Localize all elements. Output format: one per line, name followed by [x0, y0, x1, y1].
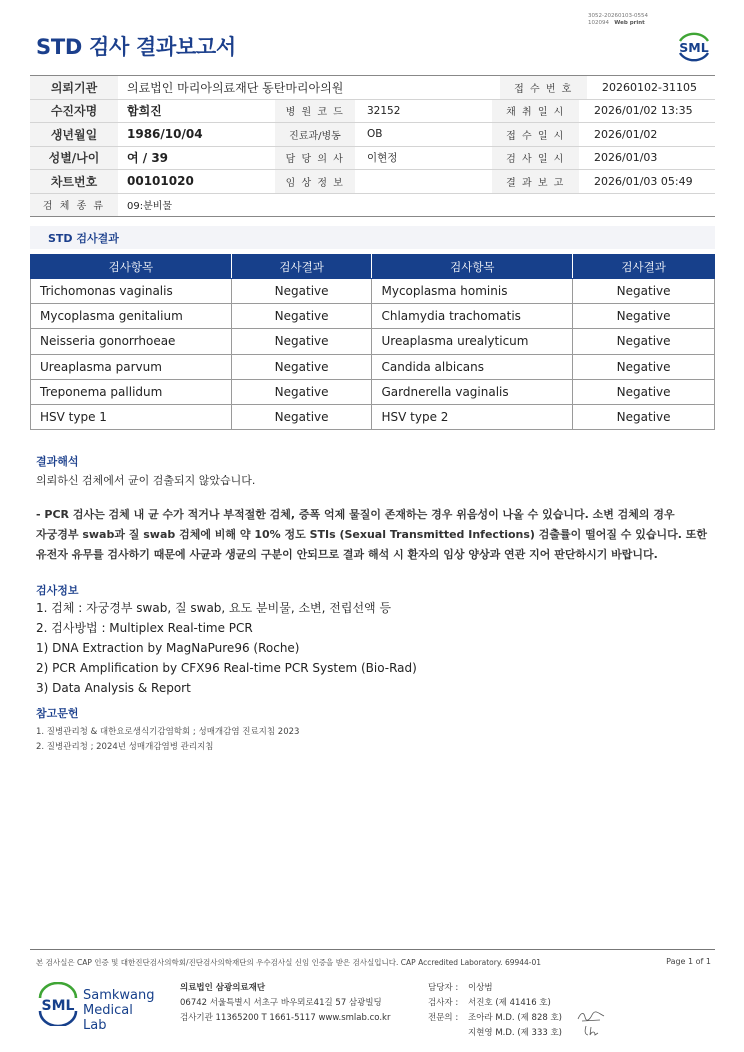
references-list [36, 725, 299, 755]
report-date-label: 결 과 보 고 [492, 170, 579, 193]
test-item: Neisseria gonorrhoeae [31, 329, 232, 354]
sex-age-label: 성별/나이 [30, 147, 118, 170]
table-row [31, 329, 715, 354]
org-address: 06742 서울특별시 서초구 바우뫼로41길 57 삼광빌딩 [180, 998, 382, 1008]
doctor-label: 담 당 의 사 [275, 147, 355, 170]
staff-label [428, 1026, 468, 1041]
doctor-value: 이현정 [367, 152, 398, 165]
test-result: Negative [231, 304, 372, 329]
receipt-date-label: 접 수 일 시 [492, 123, 579, 146]
patient-info-table [30, 75, 715, 217]
page-title: STD 검사 결과보고서 [36, 35, 236, 59]
test-result: Negative [573, 329, 715, 354]
sml-logo-icon [674, 27, 714, 65]
footer-sml-logo-text: SML [41, 998, 75, 1014]
sex-age-value: 여 / 39 [127, 151, 169, 166]
info-row-sex-age [30, 147, 715, 171]
list-item: 1. 질병관리청 & 대한요로생식기감염학회 ; 성매개감염 진료지침 2023 [36, 727, 300, 737]
test-result: Negative [573, 279, 715, 304]
signature-2-icon [582, 1024, 606, 1038]
test-result: Negative [231, 279, 372, 304]
list-item: 2) PCR Amplification by CFX96 Real-time PCR System (Bio-Rad) [36, 661, 417, 675]
table-row [31, 354, 715, 379]
info-row-institution [30, 76, 715, 100]
test-result: Negative [231, 404, 372, 429]
test-result: Negative [231, 354, 372, 379]
interpretation-note-line3: 유전자 유무를 검사하기 때문에 사균과 생균의 구분이 안되므로 결과 해석 시 환자의 임상 양상과 연관 지어 판단하시기 바랍니다. [36, 548, 658, 561]
test-result: Negative [573, 354, 715, 379]
collect-date-label: 채 취 일 시 [492, 100, 579, 123]
info-row-birth [30, 123, 715, 147]
staff-label: 검사자 : [428, 998, 459, 1008]
signature-1-icon [576, 1010, 606, 1024]
test-item: Trichomonas vaginalis [31, 279, 232, 304]
footer-staff [428, 981, 562, 1041]
staff-row [428, 981, 562, 996]
specimen-label: 검 체 종 류 [30, 194, 118, 217]
info-row-name [30, 100, 715, 124]
table-row [31, 279, 715, 304]
birth-label: 생년월일 [30, 123, 118, 146]
results-header-row [31, 255, 715, 279]
org-name: 의료법인 삼광의료재단 [180, 983, 266, 993]
test-date-value: 2026/01/03 [594, 151, 658, 165]
hospital-code-value: 32152 [367, 104, 401, 117]
footer-logo [36, 982, 156, 1033]
staff-row [428, 996, 562, 1011]
print-code-line1: 3052-20260103-0554 [588, 13, 648, 19]
sml-logo-text: SML [679, 40, 709, 55]
clinical-label: 임 상 정 보 [275, 170, 355, 193]
test-item: HSV type 1 [31, 404, 232, 429]
list-item: 2. 질병관리청 ; 2024년 성매개감염병 관리지침 [36, 742, 214, 752]
interpretation-note-line1: - PCR 검사는 검체 내 균 수가 적거나 부적절한 검체, 증폭 억제 물질이 존재하는 경우 위음성이 나올 수 있습니다. 소변 검체의 경우 [36, 508, 675, 521]
chart-no-value: 00101020 [127, 174, 194, 189]
print-code-line2: 102094 [588, 20, 609, 26]
name-label: 수진자명 [30, 100, 118, 123]
report-date-value: 2026/01/03 05:49 [594, 174, 693, 188]
footer-divider [30, 949, 715, 950]
interpretation-note [36, 505, 716, 565]
print-code [588, 13, 668, 27]
test-result: Negative [231, 379, 372, 404]
list-item: 1) DNA Extraction by MagNaPure96 (Roche) [36, 641, 300, 655]
list-item: 2. 검사방법 : Multiplex Real-time PCR [36, 621, 253, 635]
specimen-value: 09:분비물 [127, 201, 173, 213]
info-row-chart [30, 170, 715, 194]
collect-date-value: 2026/01/02 13:35 [594, 104, 693, 118]
footer-sml-logo-icon [36, 982, 80, 1026]
test-item: Ureaplasma parvum [31, 354, 232, 379]
test-item: Chlamydia trachomatis [372, 304, 573, 329]
table-row [31, 379, 715, 404]
hospital-code-label: 병 원 코 드 [275, 100, 355, 123]
staff-row [428, 1026, 562, 1041]
dept-label: 진료과/병동 [275, 123, 355, 146]
results-section-title: STD 검사결과 [30, 226, 715, 249]
test-item: Candida albicans [372, 354, 573, 379]
test-date-label: 검 사 일 시 [492, 147, 579, 170]
test-result: Negative [573, 304, 715, 329]
birth-value: 1986/10/04 [127, 127, 203, 142]
table-row [31, 404, 715, 429]
institution-label: 의뢰기관 [30, 76, 118, 99]
org-contact: 검사기관 11365200 T 1661-5117 www.smlab.co.kr [180, 1013, 391, 1023]
staff-value: 이상범 [468, 983, 493, 993]
page-number: Page 1 of 1 [666, 957, 711, 966]
interpretation-note-line2: 자궁경부 swab과 질 swab 검체에 비해 약 10% 정도 STIs (Sexual Transmitted Infections) 검출률이 떨어질 수 있습니다. 또한 [36, 528, 708, 541]
test-info-list [36, 598, 417, 698]
col-result-header: 검사결과 [573, 255, 715, 279]
staff-label: 담당자 : [428, 983, 459, 993]
list-item: 3) Data Analysis & Report [36, 681, 191, 695]
list-item: 1. 검체 : 자궁경부 swab, 질 swab, 요도 분비물, 소변, 전립선액 등 [36, 601, 392, 615]
print-code-tag: Web print [614, 20, 645, 26]
staff-value: 조아라 M.D. (제 828 호) [468, 1013, 563, 1023]
staff-value: 지현영 M.D. (제 333 호) [468, 1028, 563, 1038]
chart-no-label: 차트번호 [30, 170, 118, 193]
col-result-header: 검사결과 [231, 255, 372, 279]
test-info-title: 검사정보 [36, 584, 79, 597]
test-result: Negative [573, 404, 715, 429]
test-item: Ureaplasma urealyticum [372, 329, 573, 354]
receipt-no-label: 접 수 번 호 [500, 76, 587, 99]
footer-accreditation-note: 본 검사실은 CAP 인증 및 대한진단검사의학회/진단검사의학재단의 우수검사실 신임 인증을 받은 검사실입니다. CAP Accredited Laboratory. 69944-01 [36, 958, 542, 967]
staff-row [428, 1011, 562, 1026]
institution-value: 의료법인 마리아의료재단 동탄마리아의원 [127, 80, 344, 95]
dept-value: OB [367, 128, 383, 141]
test-result: Negative [573, 379, 715, 404]
interpretation-title: 결과해석 [36, 455, 79, 468]
staff-value: 서진호 (제 41416 호) [468, 998, 551, 1008]
test-item: HSV type 2 [372, 404, 573, 429]
footer-organization [180, 981, 390, 1026]
interpretation-summary: 의뢰하신 검체에서 균이 검출되지 않았습니다. [36, 474, 256, 487]
receipt-no-value: 20260102-31105 [602, 80, 697, 94]
test-item: Mycoplasma genitalium [31, 304, 232, 329]
table-row [31, 304, 715, 329]
brand-name-line1: Samkwang [83, 988, 155, 1003]
test-result: Negative [231, 329, 372, 354]
receipt-date-value: 2026/01/02 [594, 127, 658, 141]
col-item-header: 검사항목 [372, 255, 573, 279]
test-item: Gardnerella vaginalis [372, 379, 573, 404]
test-item: Treponema pallidum [31, 379, 232, 404]
name-value: 함희진 [127, 104, 162, 119]
results-table [30, 254, 715, 430]
staff-label: 전문의 : [428, 1013, 459, 1023]
references-title: 참고문헌 [36, 707, 79, 720]
col-item-header: 검사항목 [31, 255, 232, 279]
brand-name-line2: Medical Lab [83, 1003, 133, 1033]
test-item: Mycoplasma hominis [372, 279, 573, 304]
info-row-specimen [30, 194, 715, 218]
